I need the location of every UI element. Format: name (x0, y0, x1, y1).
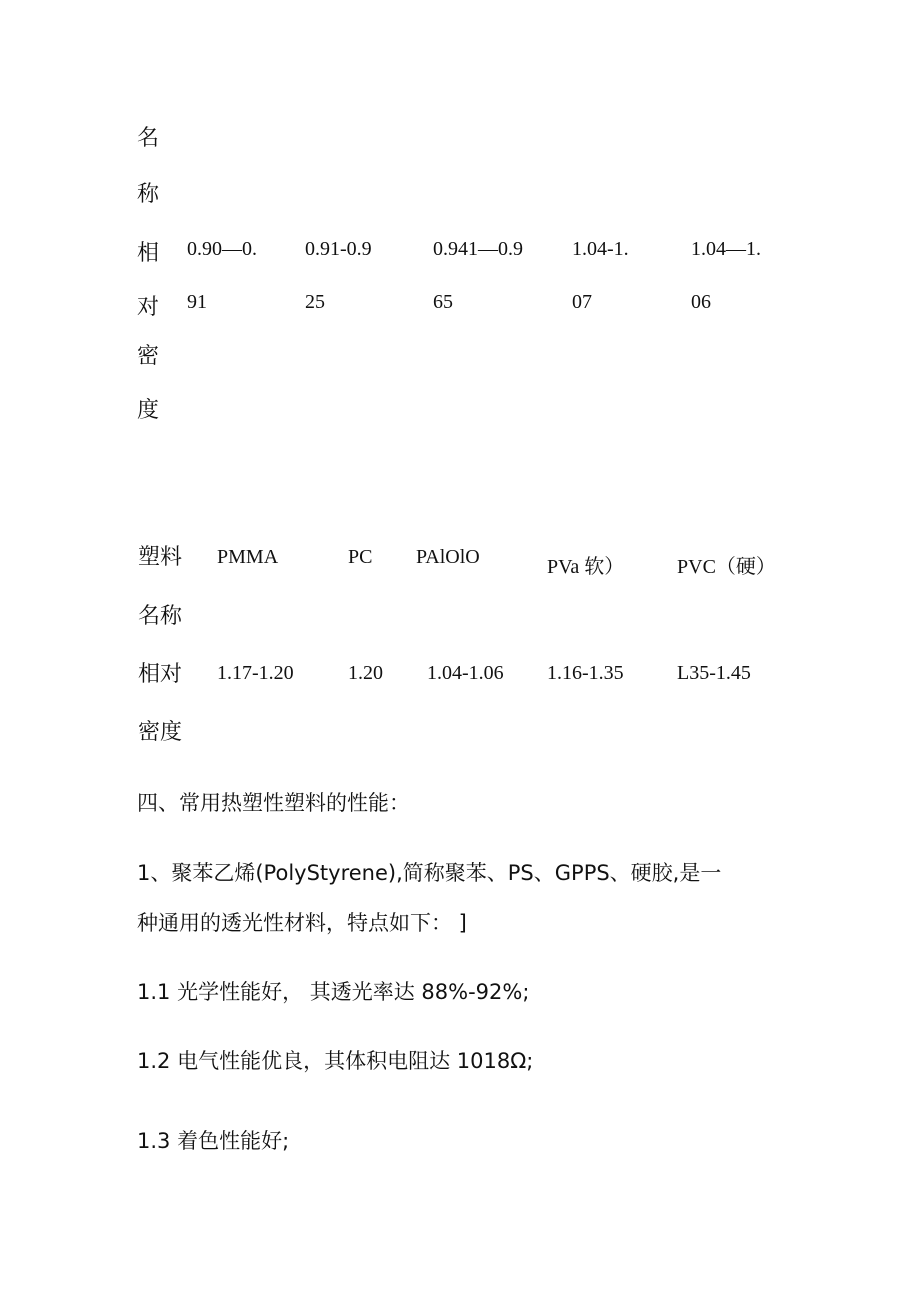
table1-header-char: 度 (137, 398, 160, 423)
table2-material: PC (348, 546, 373, 568)
list-item: 1.1 光学性能好， 其透光率达 88%-92%; (137, 980, 530, 1004)
table1-header-char: 相 (137, 241, 160, 266)
list-item: 1.3 着色性能好; (137, 1129, 290, 1153)
table1-cell-line1: 0.941—0.9 (433, 238, 523, 260)
table1-cell-line2: 07 (572, 291, 592, 313)
table2-material: PVC（硬） (677, 556, 776, 578)
table1-cell-line1: 0.91-0.9 (305, 238, 372, 260)
table1-cell-line2: 25 (305, 291, 325, 313)
table1-header-char: 称 (137, 182, 160, 207)
paragraph-line: 1、聚苯乙烯(PolyStyrene),简称聚苯、PS、GPPS、硬胶,是一 (137, 861, 722, 885)
table2-header-label: 塑料 (138, 545, 183, 570)
table2-density-label: 相对 (138, 662, 183, 687)
table1-cell-line1: 1.04—1. (691, 238, 761, 260)
paragraph-line: 种通用的透光性材料，特点如下： ] (137, 911, 467, 935)
table1-cell-line1: 0.90—0. (187, 238, 257, 260)
table1-header-char: 名 (137, 126, 160, 151)
table1-cell-line2: 06 (691, 291, 711, 313)
table1-cell-line2: 65 (433, 291, 453, 313)
table2-material: PMMA (217, 546, 279, 568)
table2-material: PVa 软） (547, 556, 625, 578)
list-item: 1.2 电气性能优良，其体积电阻达 1018Ω; (137, 1049, 534, 1073)
table2-density: 1.16-1.35 (547, 662, 624, 684)
table2-density: L35-1.45 (677, 662, 751, 684)
table1-cell-line1: 1.04-1. (572, 238, 629, 260)
table1-cell-line2: 91 (187, 291, 207, 313)
table1-header-char: 对 (137, 295, 160, 320)
table1-header-char: 密 (137, 344, 160, 369)
table2-density-label: 密度 (138, 720, 183, 745)
table2-density: 1.20 (348, 662, 383, 684)
table2-density: 1.17-1.20 (217, 662, 294, 684)
section-title: 四、常用热塑性塑料的性能： (137, 791, 410, 815)
table2-density: 1.04-1.06 (427, 662, 504, 684)
table2-header-label: 名称 (138, 604, 183, 629)
table2-material: PAlOlO (416, 546, 480, 568)
